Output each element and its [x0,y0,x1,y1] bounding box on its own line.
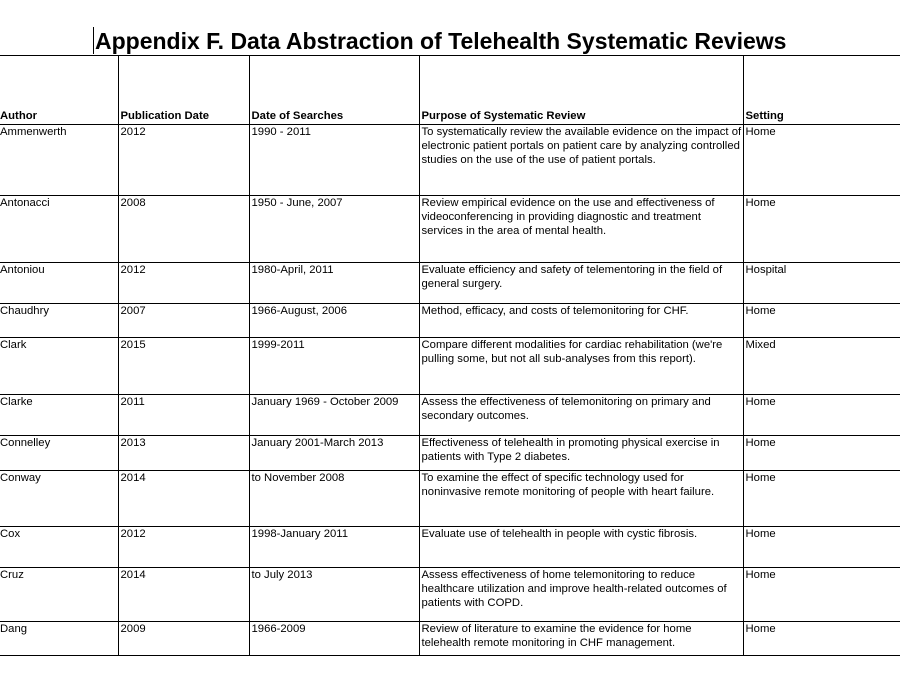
cell-publication-date: 2012 [118,263,249,304]
cell-publication-date: 2015 [118,338,249,395]
cell-author: Ammenwerth [0,125,118,196]
review-table [0,55,900,656]
cell-purpose: Effectiveness of telehealth in promoting physical exercise in patients with Type 2 diabetes. [419,436,743,471]
cell-publication-date: 2012 [118,125,249,196]
header-author: Author [0,55,118,125]
page-title: Appendix F. Data Abstraction of Telehealth Systematic Reviews [95,28,787,54]
cell-publication-date: 2007 [118,304,249,338]
cell-purpose: Evaluate efficiency and safety of telementoring in the field of general surgery. [419,263,743,304]
table-row [0,471,900,527]
cell-author: Cox [0,527,118,568]
cell-purpose: Compare different modalities for cardiac rehabilitation (we're pulling some, but not all sub-analyses from this report). [419,338,743,395]
cell-date-of-searches: 1990 - 2011 [249,125,419,196]
table-row [0,527,900,568]
cell-purpose: Review empirical evidence on the use and effectiveness of videoconferencing in providing diagnostic and treatment services in the area of mental health. [419,196,743,263]
cell-date-of-searches: 1998-January 2011 [249,527,419,568]
header-publication-date: Publication Date [118,55,249,125]
cell-setting: Hospital [743,263,900,304]
cell-setting: Home [743,125,900,196]
cell-publication-date: 2012 [118,527,249,568]
cell-setting: Home [743,304,900,338]
table-header-row [0,55,900,125]
cell-date-of-searches: 1999-2011 [249,338,419,395]
table-row [0,622,900,656]
cell-date-of-searches: January 1969 - October 2009 [249,395,419,436]
cell-date-of-searches: 1980-April, 2011 [249,263,419,304]
cell-publication-date: 2009 [118,622,249,656]
cell-setting: Home [743,527,900,568]
cell-author: Antonacci [0,196,118,263]
cell-setting: Mixed [743,338,900,395]
cell-author: Dang [0,622,118,656]
cell-setting: Home [743,622,900,656]
table-row [0,125,900,196]
cell-publication-date: 2014 [118,471,249,527]
cell-purpose: To examine the effect of specific technology used for noninvasive remote monitoring of people with heart failure. [419,471,743,527]
cell-author: Clark [0,338,118,395]
cell-setting: Home [743,395,900,436]
table-row [0,568,900,622]
cell-author: Cruz [0,568,118,622]
cell-author: Chaudhry [0,304,118,338]
cell-author: Clarke [0,395,118,436]
cell-publication-date: 2014 [118,568,249,622]
header-date-of-searches: Date of Searches [249,55,419,125]
cell-setting: Home [743,436,900,471]
table-row [0,196,900,263]
cell-purpose: Evaluate use of telehealth in people with cystic fibrosis. [419,527,743,568]
header-purpose: Purpose of Systematic Review [419,55,743,125]
table-row [0,436,900,471]
table-row [0,263,900,304]
cell-author: Connelley [0,436,118,471]
cell-date-of-searches: 1966-2009 [249,622,419,656]
cell-setting: Home [743,471,900,527]
table-row [0,395,900,436]
cell-setting: Home [743,196,900,263]
cell-date-of-searches: 1966-August, 2006 [249,304,419,338]
cell-author: Antoniou [0,263,118,304]
cell-publication-date: 2008 [118,196,249,263]
cell-date-of-searches: January 2001-March 2013 [249,436,419,471]
table-row [0,304,900,338]
cell-date-of-searches: 1950 - June, 2007 [249,196,419,263]
cell-date-of-searches: to July 2013 [249,568,419,622]
cell-purpose: Review of literature to examine the evidence for home telehealth remote monitoring in CHF management. [419,622,743,656]
cell-purpose: To systematically review the available evidence on the impact of electronic patient portals on patient care by analyzing controlled studies on the use of the use of patient portals. [419,125,743,196]
cell-publication-date: 2013 [118,436,249,471]
cell-date-of-searches: to November 2008 [249,471,419,527]
cell-author: Conway [0,471,118,527]
cell-purpose: Assess the effectiveness of telemonitoring on primary and secondary outcomes. [419,395,743,436]
table-row [0,338,900,395]
cell-purpose: Assess effectiveness of home telemonitoring to reduce healthcare utilization and improve health-related outcomes of patients with COPD. [419,568,743,622]
cell-purpose: Method, efficacy, and costs of telemonitoring for CHF. [419,304,743,338]
header-setting: Setting [743,55,900,125]
text-cursor [93,27,94,54]
cell-publication-date: 2011 [118,395,249,436]
cell-setting: Home [743,568,900,622]
